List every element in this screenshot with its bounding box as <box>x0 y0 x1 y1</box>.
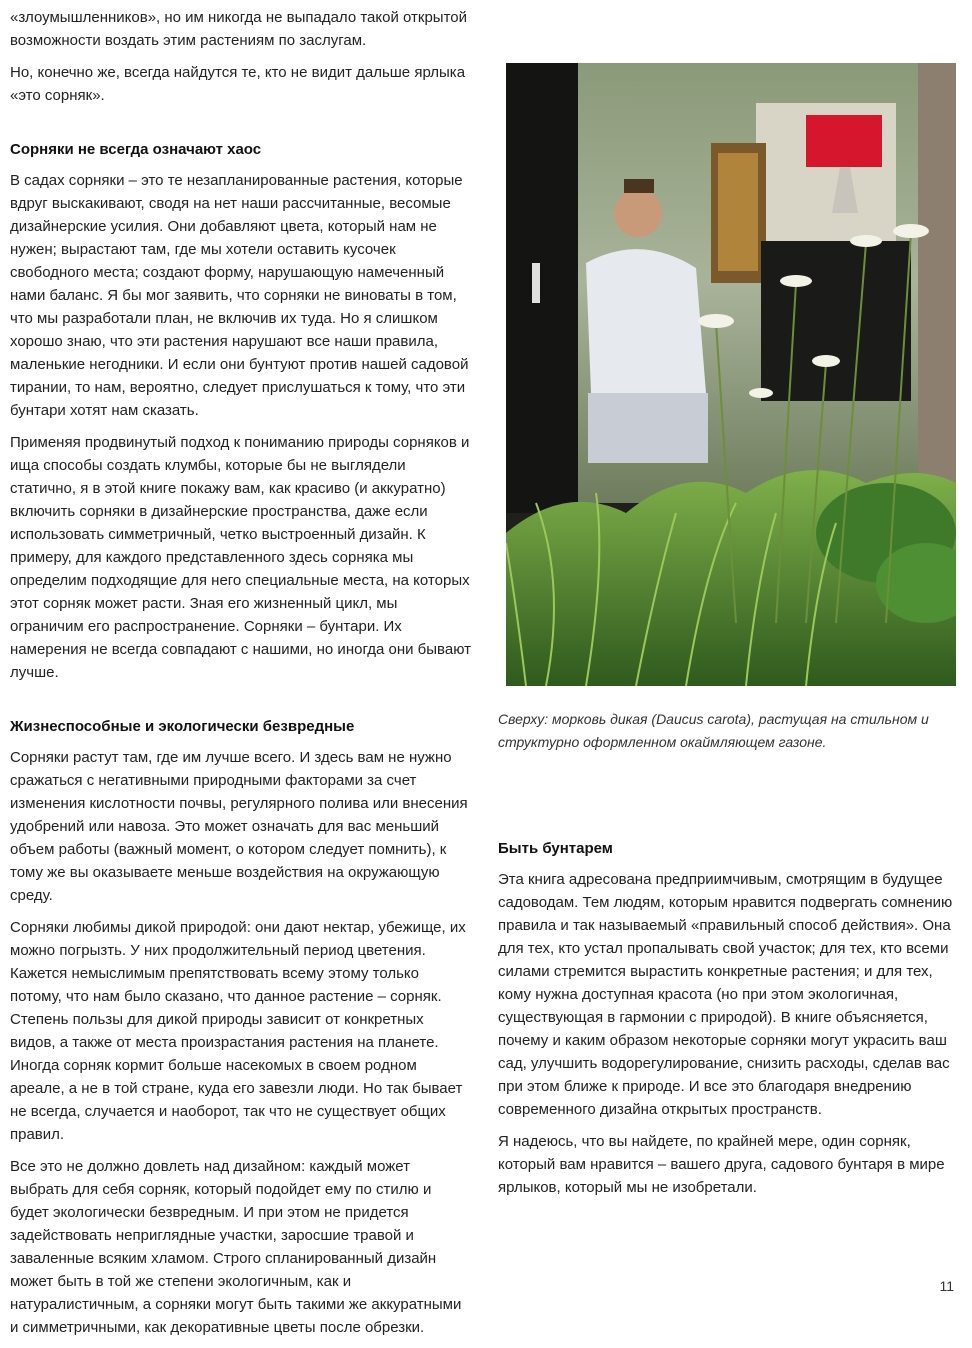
left-column <box>10 6 472 1348</box>
page-number: 11 <box>939 1278 954 1294</box>
section-heading-chaos: Сорняки не всегда означают хаос <box>10 141 262 158</box>
intro-paragraph-2: Но, конечно же, всегда найдутся те, кто не видит дальше ярлыка «это сорняк». <box>10 64 466 104</box>
right-column <box>498 838 953 1208</box>
section-heading-rebel: Быть бунтарем <box>498 840 613 857</box>
rebel-paragraph-2: Я надеюсь, что вы найдете, по крайней мере, один сорняк, который вам нравится – вашего друга, садового бунтаря в мире ярлыков, который мы не изобретали. <box>498 1133 945 1196</box>
intro-paragraph-1: «злоумышленников», но им никогда не выпадало такой открытой возможности воздать этим растениям по заслугам. <box>10 9 468 49</box>
section-heading-ecological: Жизнеспособные и экологически безвредные <box>10 718 355 735</box>
section1-paragraph-2: Применяя продвинутый подход к пониманию природы сорняков и ища способы создать клумбы, которые бы не выглядели статично, я в этой книге покажу вам, как красиво (и аккуратно) включить сорняки в дизайнерские пространства, даже если использовать симметричный, четко выстроенный дизайн. К примеру, для каждого представленного здесь сорняка мы определим подходящие для него специальные места, на которых этот сорняк может расти. Зная его жизненный цикл, мы ограничим его распространение. Сорняки – бунтари. Их намерения не всегда совпадают с нашими, но иногда они бывают лучше. <box>10 434 471 681</box>
section2-paragraph-1: Сорняки растут там, где им лучше всего. И здесь вам не нужно сражаться с негативными природными факторами за счет изменения кислотности почвы, регулярного полива или внесения удобрений или навоза. Это может означать для вас меньший объем работы (важный момент, о котором следует помнить), к тому же вы оказываете меньше воздействия на окружающую среду. <box>10 749 468 904</box>
section1-paragraph-1: В садах сорняки – это те незапланированные растения, которые вдруг выскакивают, сводя на нет наши рассчитанные, весомые дизайнерские усилия. Они добавляют цвета, который нам не нужен; вырастают там, где мы хотели оставить кусочек свободного места; создают форму, нарушающую намеченный нами баланс. Я бы мог заявить, что сорняки не виноваты в том, что мы разработали план, не включив их туда. Но я слишком хорошо знаю, что эти растения нарушают все наши правила, маленькие негодники. И если они бунтуют против нашей садовой тирании, то нам, вероятно, следует прислушаться к тому, что эти бунтари хотят нам сказать. <box>10 172 469 419</box>
section2-paragraph-3: Все это не должно довлеть над дизайном: каждый может выбрать для себя сорняк, который подойдет ему по стилю и будет экологически безвредным. И при этом не придется задействовать неприглядные участки, заросшие травой и заваленные всяким хламом. Строго спланированный дизайн может быть в той же степени экологичным, как и натуралистичным, а сорняки могут быть такими же аккуратными и симметричными, как декоративные цветы после обрезки. <box>10 1158 462 1336</box>
garden-photo-icon <box>506 63 956 686</box>
section2-paragraph-2: Сорняки любимы дикой природой: они дают нектар, убежище, их можно погрызть. У них продолжительный период цветения. Кажется немыслимым препятствовать всему этому только потому, что нам было сказано, что данное растение – сорняк. Степень пользы для дикой природы зависит от конкретных видов, а также от места произрастания растения на планете. Иногда сорняк кормит больше насекомых в своем родном ареале, а не в той стране, куда его завезли люди. Но так бывает не всегда, случается и наоборот, так что не существует общих правил. <box>10 919 466 1143</box>
rebel-paragraph-1: Эта книга адресована предприимчивым, смотрящим в будущее садоводам. Тем людям, которым нравится подвергать сомнению правила и так называемый «правильный способ действия». Она для тех, кто устал пропалывать свой участок; для тех, кто всеми силами стремится вырастить конкретные растения; и для тех, кому нужна доступная красота (но при этом экологичная, существующая в гармонии с природой). В книге объясняется, почему и каким образом некоторые сорняки могут украсить ваш сад, улучшить водорегулирование, снизить расходы, сделав вас при этом ближе к природе. И все это благодаря внедрению современного дизайна открытых пространств. <box>498 871 953 1118</box>
garden-photo <box>506 63 956 686</box>
photo-caption: Сверху: морковь дикая (Daucus carota), растущая на стильном и структурно оформленном окаймляющем газоне. <box>498 711 929 750</box>
